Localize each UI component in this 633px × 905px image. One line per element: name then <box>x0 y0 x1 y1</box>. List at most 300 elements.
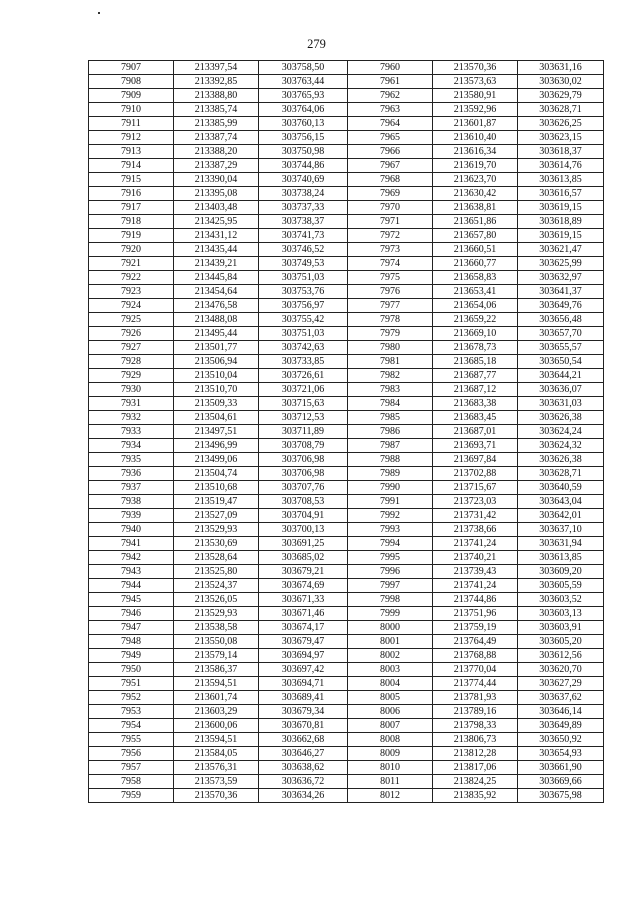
table-cell: 8012 <box>348 789 433 803</box>
table-cell: 303738,24 <box>259 187 348 201</box>
table-cell: 213774,44 <box>433 677 518 691</box>
table-row <box>89 201 604 215</box>
table-cell: 213610,40 <box>433 131 518 145</box>
table-cell: 303637,62 <box>518 691 604 705</box>
table-cell: 213387,29 <box>174 159 259 173</box>
table-cell: 8003 <box>348 663 433 677</box>
table-cell: 7957 <box>89 761 174 775</box>
table-cell: 7913 <box>89 145 174 159</box>
table-cell: 7977 <box>348 299 433 313</box>
table-cell: 8000 <box>348 621 433 635</box>
table-cell: 7996 <box>348 565 433 579</box>
table-row <box>89 495 604 509</box>
table-cell: 213619,70 <box>433 159 518 173</box>
table-cell: 303649,89 <box>518 719 604 733</box>
table-cell: 7959 <box>89 789 174 803</box>
table-cell: 7914 <box>89 159 174 173</box>
table-cell: 7951 <box>89 677 174 691</box>
table-cell: 213506,94 <box>174 355 259 369</box>
table-row <box>89 159 604 173</box>
table-cell: 303715,63 <box>259 397 348 411</box>
table-cell: 213601,74 <box>174 691 259 705</box>
table-cell: 303708,79 <box>259 439 348 453</box>
table-cell: 213385,74 <box>174 103 259 117</box>
table-row <box>89 565 604 579</box>
table-row <box>89 607 604 621</box>
table-cell: 213638,81 <box>433 201 518 215</box>
table-cell: 213603,29 <box>174 705 259 719</box>
table-cell: 7943 <box>89 565 174 579</box>
table-cell: 7907 <box>89 61 174 75</box>
table-cell: 303623,15 <box>518 131 604 145</box>
table-cell: 303646,27 <box>259 747 348 761</box>
table-cell: 303629,79 <box>518 89 604 103</box>
table-cell: 213600,06 <box>174 719 259 733</box>
table-cell: 7910 <box>89 103 174 117</box>
table-row <box>89 397 604 411</box>
table-cell: 7993 <box>348 523 433 537</box>
table-cell: 7989 <box>348 467 433 481</box>
table-cell: 7975 <box>348 271 433 285</box>
table-cell: 7924 <box>89 299 174 313</box>
table-cell: 213660,51 <box>433 243 518 257</box>
table-row <box>89 705 604 719</box>
table-cell: 303679,21 <box>259 565 348 579</box>
table-cell: 213740,21 <box>433 551 518 565</box>
table-cell: 213527,09 <box>174 509 259 523</box>
table-row <box>89 187 604 201</box>
table-cell: 7920 <box>89 243 174 257</box>
table-cell: 303613,85 <box>518 551 604 565</box>
table-cell: 213731,42 <box>433 509 518 523</box>
table-row <box>89 215 604 229</box>
table-row <box>89 747 604 761</box>
table-cell: 303627,29 <box>518 677 604 691</box>
table-cell: 7940 <box>89 523 174 537</box>
table-cell: 213687,12 <box>433 383 518 397</box>
table-cell: 213659,22 <box>433 313 518 327</box>
table-cell: 303669,66 <box>518 775 604 789</box>
table-cell: 303603,91 <box>518 621 604 635</box>
table-cell: 7971 <box>348 215 433 229</box>
table-cell: 8010 <box>348 761 433 775</box>
table-cell: 213669,10 <box>433 327 518 341</box>
table-cell: 7933 <box>89 425 174 439</box>
table-cell: 7923 <box>89 285 174 299</box>
table-cell: 8002 <box>348 649 433 663</box>
table-cell: 213488,08 <box>174 313 259 327</box>
table-cell: 7987 <box>348 439 433 453</box>
table-cell: 303750,98 <box>259 145 348 159</box>
table-cell: 7964 <box>348 117 433 131</box>
table-cell: 303614,76 <box>518 159 604 173</box>
table-cell: 303760,13 <box>259 117 348 131</box>
table-row <box>89 131 604 145</box>
table-cell: 7929 <box>89 369 174 383</box>
table-cell: 303706,98 <box>259 467 348 481</box>
table-cell: 7995 <box>348 551 433 565</box>
table-cell: 7980 <box>348 341 433 355</box>
table-row <box>89 593 604 607</box>
table-row <box>89 733 604 747</box>
table-cell: 303636,72 <box>259 775 348 789</box>
table-cell: 213660,77 <box>433 257 518 271</box>
table-cell: 303674,69 <box>259 579 348 593</box>
table-cell: 7936 <box>89 467 174 481</box>
table-cell: 303650,92 <box>518 733 604 747</box>
table-cell: 7985 <box>348 411 433 425</box>
table-cell: 7948 <box>89 635 174 649</box>
table-cell: 213601,87 <box>433 117 518 131</box>
table-cell: 213741,24 <box>433 579 518 593</box>
table-row <box>89 89 604 103</box>
table-cell: 303670,81 <box>259 719 348 733</box>
table-row <box>89 691 604 705</box>
table-cell: 7986 <box>348 425 433 439</box>
table-cell: 303626,25 <box>518 117 604 131</box>
table-cell: 303742,63 <box>259 341 348 355</box>
table-cell: 213496,99 <box>174 439 259 453</box>
table-cell: 8007 <box>348 719 433 733</box>
table-row <box>89 369 604 383</box>
table-cell: 213570,36 <box>174 789 259 803</box>
table-cell: 8008 <box>348 733 433 747</box>
table-cell: 213685,18 <box>433 355 518 369</box>
table-row <box>89 677 604 691</box>
table-cell: 303634,26 <box>259 789 348 803</box>
table-cell: 213687,77 <box>433 369 518 383</box>
table-cell: 303644,21 <box>518 369 604 383</box>
table-cell: 303630,02 <box>518 75 604 89</box>
table-cell: 213817,06 <box>433 761 518 775</box>
table-cell: 303746,52 <box>259 243 348 257</box>
table-cell: 7970 <box>348 201 433 215</box>
table-row <box>89 257 604 271</box>
table-cell: 7941 <box>89 537 174 551</box>
table-cell: 7969 <box>348 187 433 201</box>
table-cell: 213738,66 <box>433 523 518 537</box>
table-cell: 303638,62 <box>259 761 348 775</box>
table-cell: 7917 <box>89 201 174 215</box>
table-row <box>89 243 604 257</box>
table-row <box>89 75 604 89</box>
table-cell: 7908 <box>89 75 174 89</box>
table-row <box>89 621 604 635</box>
table-row <box>89 117 604 131</box>
table-cell: 303755,42 <box>259 313 348 327</box>
table-row <box>89 579 604 593</box>
table-cell: 7946 <box>89 607 174 621</box>
table-cell: 213528,64 <box>174 551 259 565</box>
table-cell: 303738,37 <box>259 215 348 229</box>
table-row <box>89 299 604 313</box>
table-cell: 213550,08 <box>174 635 259 649</box>
table-cell: 303711,89 <box>259 425 348 439</box>
table-cell: 7988 <box>348 453 433 467</box>
table-cell: 303691,25 <box>259 537 348 551</box>
table-cell: 213616,34 <box>433 145 518 159</box>
table-cell: 213768,88 <box>433 649 518 663</box>
table-cell: 213806,73 <box>433 733 518 747</box>
table-cell: 303624,24 <box>518 425 604 439</box>
table-cell: 7912 <box>89 131 174 145</box>
table-cell: 213397,54 <box>174 61 259 75</box>
table-cell: 303618,37 <box>518 145 604 159</box>
table-cell: 303689,41 <box>259 691 348 705</box>
table-cell: 213504,74 <box>174 467 259 481</box>
table-cell: 7930 <box>89 383 174 397</box>
table-cell: 7961 <box>348 75 433 89</box>
table-cell: 303700,13 <box>259 523 348 537</box>
table-cell: 213630,42 <box>433 187 518 201</box>
table-cell: 303650,54 <box>518 355 604 369</box>
table-cell: 213439,21 <box>174 257 259 271</box>
table-cell: 213385,99 <box>174 117 259 131</box>
table-cell: 213579,14 <box>174 649 259 663</box>
table-cell: 303616,57 <box>518 187 604 201</box>
table-cell: 213693,71 <box>433 439 518 453</box>
table-cell: 303671,46 <box>259 607 348 621</box>
table-cell: 213687,01 <box>433 425 518 439</box>
table-cell: 303753,76 <box>259 285 348 299</box>
table-cell: 7997 <box>348 579 433 593</box>
table-cell: 303631,03 <box>518 397 604 411</box>
table-cell: 213509,33 <box>174 397 259 411</box>
table-cell: 303603,52 <box>518 593 604 607</box>
table-cell: 213388,20 <box>174 145 259 159</box>
table-cell: 213781,93 <box>433 691 518 705</box>
coordinates-table <box>88 60 604 803</box>
table-row <box>89 425 604 439</box>
table-cell: 7950 <box>89 663 174 677</box>
table-cell: 8001 <box>348 635 433 649</box>
table-cell: 213445,84 <box>174 271 259 285</box>
table-cell: 7911 <box>89 117 174 131</box>
table-cell: 303765,93 <box>259 89 348 103</box>
table-cell: 7953 <box>89 705 174 719</box>
table-cell: 213525,80 <box>174 565 259 579</box>
table-cell: 303758,50 <box>259 61 348 75</box>
table-cell: 303704,91 <box>259 509 348 523</box>
table-row <box>89 719 604 733</box>
scan-speck <box>98 12 100 14</box>
table-cell: 303609,20 <box>518 565 604 579</box>
table-row <box>89 383 604 397</box>
table-cell: 7956 <box>89 747 174 761</box>
table-cell: 303744,86 <box>259 159 348 173</box>
table-cell: 303636,07 <box>518 383 604 397</box>
table-row <box>89 523 604 537</box>
table-cell: 303603,13 <box>518 607 604 621</box>
table-cell: 7925 <box>89 313 174 327</box>
table-cell: 7979 <box>348 327 433 341</box>
table-row <box>89 411 604 425</box>
table-row <box>89 103 604 117</box>
table-cell: 303624,32 <box>518 439 604 453</box>
table-cell: 213499,06 <box>174 453 259 467</box>
table-cell: 213658,83 <box>433 271 518 285</box>
table-cell: 303618,89 <box>518 215 604 229</box>
table-cell: 8004 <box>348 677 433 691</box>
table-cell: 213529,93 <box>174 523 259 537</box>
table-cell: 213764,49 <box>433 635 518 649</box>
table-cell: 7918 <box>89 215 174 229</box>
table-cell: 213715,67 <box>433 481 518 495</box>
table-cell: 7968 <box>348 173 433 187</box>
table-cell: 213751,96 <box>433 607 518 621</box>
table-cell: 7981 <box>348 355 433 369</box>
table-cell: 213387,74 <box>174 131 259 145</box>
table-cell: 7919 <box>89 229 174 243</box>
table-cell: 213388,80 <box>174 89 259 103</box>
table-cell: 213538,58 <box>174 621 259 635</box>
table-row <box>89 285 604 299</box>
table-cell: 213824,25 <box>433 775 518 789</box>
table-cell: 303756,15 <box>259 131 348 145</box>
table-cell: 213798,33 <box>433 719 518 733</box>
table-cell: 303640,59 <box>518 481 604 495</box>
table-cell: 303721,06 <box>259 383 348 397</box>
table-cell: 213594,51 <box>174 677 259 691</box>
page-number: 279 <box>307 37 326 51</box>
table-cell: 303749,53 <box>259 257 348 271</box>
coordinates-table-body <box>89 61 604 803</box>
table-cell: 303613,85 <box>518 173 604 187</box>
table-cell: 7942 <box>89 551 174 565</box>
table-cell: 7998 <box>348 593 433 607</box>
table-cell: 8006 <box>348 705 433 719</box>
table-cell: 303662,68 <box>259 733 348 747</box>
table-cell: 303631,94 <box>518 537 604 551</box>
table-cell: 303671,33 <box>259 593 348 607</box>
table-cell: 7990 <box>348 481 433 495</box>
table-cell: 8009 <box>348 747 433 761</box>
table-cell: 303631,16 <box>518 61 604 75</box>
table-cell: 7965 <box>348 131 433 145</box>
table-cell: 7999 <box>348 607 433 621</box>
table-cell: 303654,93 <box>518 747 604 761</box>
table-cell: 213510,70 <box>174 383 259 397</box>
table-cell: 7921 <box>89 257 174 271</box>
table-cell: 7962 <box>348 89 433 103</box>
table-cell: 213501,77 <box>174 341 259 355</box>
table-cell: 213623,70 <box>433 173 518 187</box>
table-cell: 213683,45 <box>433 411 518 425</box>
table-cell: 7909 <box>89 89 174 103</box>
table-row <box>89 145 604 159</box>
table-cell: 303685,02 <box>259 551 348 565</box>
table-cell: 213594,51 <box>174 733 259 747</box>
table-cell: 7974 <box>348 257 433 271</box>
table-cell: 7967 <box>348 159 433 173</box>
table-cell: 7927 <box>89 341 174 355</box>
table-cell: 213651,86 <box>433 215 518 229</box>
table-cell: 7992 <box>348 509 433 523</box>
table-cell: 8011 <box>348 775 433 789</box>
table-cell: 7926 <box>89 327 174 341</box>
table-row <box>89 649 604 663</box>
table-cell: 7931 <box>89 397 174 411</box>
table-row <box>89 537 604 551</box>
table-cell: 303763,44 <box>259 75 348 89</box>
table-cell: 303751,03 <box>259 327 348 341</box>
table-row <box>89 173 604 187</box>
table-row <box>89 789 604 803</box>
table-cell: 303661,90 <box>518 761 604 775</box>
table-cell: 7972 <box>348 229 433 243</box>
table-cell: 303694,71 <box>259 677 348 691</box>
table-cell: 7939 <box>89 509 174 523</box>
table-cell: 213431,12 <box>174 229 259 243</box>
table-cell: 213454,64 <box>174 285 259 299</box>
table-row <box>89 551 604 565</box>
table-cell: 303619,15 <box>518 201 604 215</box>
table-cell: 213495,44 <box>174 327 259 341</box>
table-cell: 7963 <box>348 103 433 117</box>
table-cell: 303756,97 <box>259 299 348 313</box>
table-cell: 213653,41 <box>433 285 518 299</box>
table-row <box>89 481 604 495</box>
table-cell: 7938 <box>89 495 174 509</box>
table-cell: 7935 <box>89 453 174 467</box>
table-cell: 213759,19 <box>433 621 518 635</box>
table-cell: 303707,76 <box>259 481 348 495</box>
table-cell: 303625,99 <box>518 257 604 271</box>
table-cell: 7958 <box>89 775 174 789</box>
table-cell: 303620,70 <box>518 663 604 677</box>
table-cell: 213702,88 <box>433 467 518 481</box>
table-cell: 8005 <box>348 691 433 705</box>
table-row <box>89 355 604 369</box>
table-cell: 7952 <box>89 691 174 705</box>
table-cell: 213654,06 <box>433 299 518 313</box>
table-cell: 213741,24 <box>433 537 518 551</box>
table-cell: 213576,31 <box>174 761 259 775</box>
table-cell: 303626,38 <box>518 453 604 467</box>
table-row <box>89 453 604 467</box>
table-cell: 303675,98 <box>518 789 604 803</box>
table-cell: 213529,93 <box>174 607 259 621</box>
table-cell: 303637,10 <box>518 523 604 537</box>
table-cell: 7934 <box>89 439 174 453</box>
table-cell: 213657,80 <box>433 229 518 243</box>
table-cell: 303764,06 <box>259 103 348 117</box>
table-cell: 213592,96 <box>433 103 518 117</box>
table-cell: 303657,70 <box>518 327 604 341</box>
table-cell: 303628,71 <box>518 103 604 117</box>
table-cell: 7983 <box>348 383 433 397</box>
table-cell: 303737,33 <box>259 201 348 215</box>
table-row <box>89 271 604 285</box>
table-cell: 303626,38 <box>518 411 604 425</box>
table-cell: 303697,42 <box>259 663 348 677</box>
table-row <box>89 313 604 327</box>
table-cell: 7947 <box>89 621 174 635</box>
table-cell: 213395,08 <box>174 187 259 201</box>
table-cell: 7944 <box>89 579 174 593</box>
table-cell: 7945 <box>89 593 174 607</box>
table-row <box>89 635 604 649</box>
table-cell: 7922 <box>89 271 174 285</box>
table-cell: 213403,48 <box>174 201 259 215</box>
table-cell: 7982 <box>348 369 433 383</box>
table-cell: 303733,85 <box>259 355 348 369</box>
table-cell: 303641,37 <box>518 285 604 299</box>
table-cell: 303741,73 <box>259 229 348 243</box>
table-cell: 7973 <box>348 243 433 257</box>
table-cell: 7954 <box>89 719 174 733</box>
table-row <box>89 775 604 789</box>
